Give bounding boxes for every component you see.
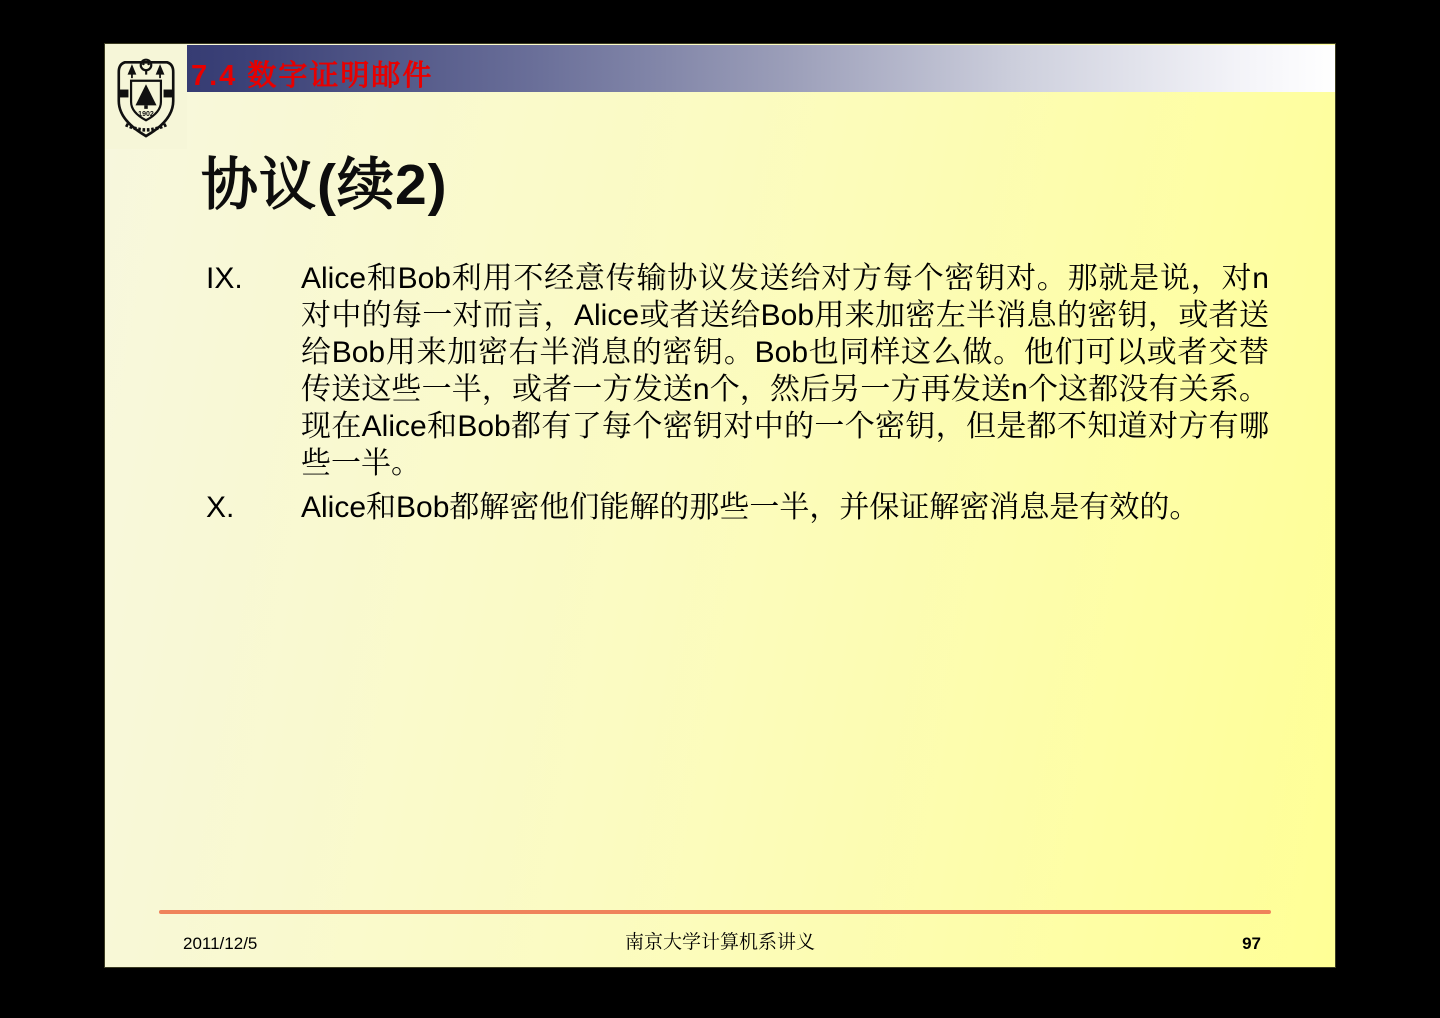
page-number: 97 bbox=[1242, 934, 1261, 953]
emblem-year: 1902 bbox=[138, 110, 154, 118]
list-item-marker: X. bbox=[206, 491, 235, 524]
slide-body bbox=[105, 260, 1335, 526]
page-title: 协议(续2) bbox=[201, 153, 448, 217]
footer-date: 2011/12/5 bbox=[183, 934, 258, 953]
list-item-marker: IX. bbox=[206, 262, 243, 295]
list-item-text: Alice和Bob利用不经意传输协议发送给对方每个密钥对。那就是说，对n对中的每一对而言，Alice或者送给Bob用来加密左半消息的密钥，或者送给Bob用来加密右半消息的密钥。Bob也同样这么做。他们可以或者交替传送这些一半，或者一方发送n个，然后另一方再发送n个这都没有关系。现在Alice和Bob都有了每个密钥对中的一个密钥，但是都不知道对方有哪些一半。 bbox=[301, 262, 1269, 480]
list-item bbox=[105, 260, 1335, 482]
list-item bbox=[105, 489, 1335, 526]
presentation-slide bbox=[104, 43, 1336, 968]
nanjing-university-emblem-icon bbox=[110, 49, 182, 145]
footer-divider-line bbox=[159, 910, 1271, 914]
footer-organization: 南京大学计算机系讲义 bbox=[624, 932, 815, 953]
slide-footer bbox=[105, 930, 1335, 956]
list-item-text: Alice和Bob都解密他们能解的那些一半，并保证解密消息是有效的。 bbox=[301, 491, 1200, 524]
section-title: 7.4 数字证明邮件 bbox=[191, 60, 434, 92]
university-logo bbox=[105, 44, 187, 149]
slide-header-bar bbox=[105, 45, 1335, 92]
